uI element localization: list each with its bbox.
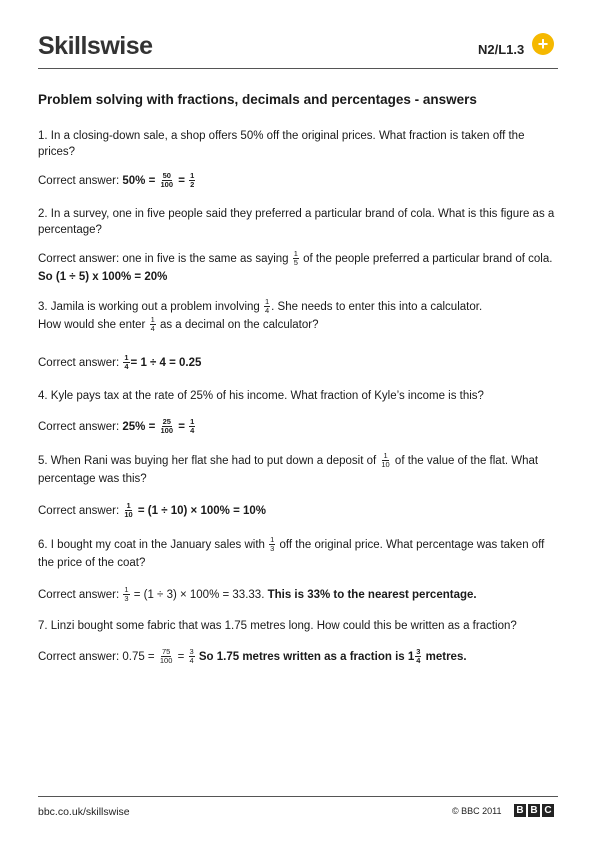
fraction: $\frac{25}{100}$ [160, 417, 174, 436]
answer-bold: metres. [422, 651, 467, 663]
fraction: $\frac{50}{100}$ [160, 171, 174, 190]
fraction: $\frac{1}{2}$ [190, 171, 195, 190]
equals-sign: = [178, 175, 185, 187]
question-text: off the original price. What percentage was taken off the price of the coat? [38, 539, 545, 569]
answer-label: Correct answer: [38, 175, 123, 187]
answer-4 [38, 418, 558, 436]
plus-icon: + [532, 33, 554, 55]
answer-7 [38, 648, 558, 666]
answer-label: Correct answer: [38, 421, 123, 433]
answer-text: of the people preferred a particular brand of cola. [299, 253, 553, 265]
answer-text: 0.75 = [122, 651, 155, 663]
header-divider [38, 68, 558, 69]
answer-label: Correct answer: [38, 589, 123, 601]
question-1: 1. In a closing-down sale, a shop offers 50% off the original prices. What fraction is taken off the prices? [38, 130, 525, 158]
answer-label: Correct answer: [38, 505, 123, 517]
question-2: 2. In a survey, one in five people said they preferred a particular brand of cola. What is this figure as a percentage? [38, 208, 555, 236]
question-text: of the value of the flat. What percentage was this? [38, 455, 539, 485]
question-3 [38, 298, 558, 334]
answer-text: 50% = [122, 175, 156, 187]
answer-label: Correct answer: [38, 357, 123, 369]
fraction: $\frac{3}{4}$ [189, 647, 194, 666]
mixed-fraction: $\frac{3}{4}$ [416, 647, 421, 666]
answer-label: Correct answer: [38, 253, 123, 265]
fraction: $\frac{1}{10}$ [124, 501, 133, 520]
fraction: $\frac{1}{4}$ [265, 297, 270, 316]
fraction: $\frac{1}{3}$ [270, 535, 275, 554]
fraction: $\frac{1}{3}$ [124, 585, 129, 604]
answer-text: = (1 ÷ 3) × 100% = 33.33. [130, 589, 268, 601]
fraction: $\frac{1}{4}$ [150, 315, 155, 334]
bbc-block: B [528, 804, 540, 817]
skillswise-logo: Skillswise [38, 32, 153, 60]
page-title: Problem solving with fractions, decimals and percentages - answers [38, 92, 477, 107]
question-text: How would she enter [38, 319, 149, 331]
footer-url: bbc.co.uk/skillswise [38, 806, 130, 818]
fraction: $\frac{1}{4}$ [124, 353, 129, 372]
bbc-block: B [514, 804, 526, 817]
fraction: $\frac{75}{100}$ [159, 647, 173, 666]
bbc-logo [514, 804, 554, 817]
question-text: 6. I bought my coat in the January sales with [38, 539, 269, 551]
answer-text: 25% = [122, 421, 156, 433]
answer-5 [38, 502, 558, 520]
question-text: as a decimal on the calculator? [156, 319, 319, 331]
fraction: $\frac{1}{4}$ [190, 417, 195, 436]
fraction: $\frac{1}{5}$ [293, 249, 298, 268]
question-5 [38, 452, 558, 488]
answer-1 [38, 172, 558, 190]
question-text: . She needs to enter this into a calculator. [271, 301, 483, 313]
question-text: 3. Jamila is working out a problem involving [38, 301, 263, 313]
answer-6 [38, 586, 558, 604]
answer-bold: So 1.75 metres written as a fraction is 1 [195, 651, 415, 663]
bbc-block: C [542, 804, 554, 817]
question-6 [38, 536, 558, 572]
answer-label: Correct answer: [38, 651, 123, 663]
question-4: 4. Kyle pays tax at the rate of 25% of his income. What fraction of Kyle’s income is this? [38, 390, 484, 402]
answer-text: one in five is the same as saying [122, 253, 292, 265]
equals-sign: = [178, 421, 185, 433]
answer-bold: This is 33% to the nearest percentage. [267, 589, 477, 601]
question-text: 5. When Rani was buying her flat she had to put down a deposit of [38, 455, 380, 467]
question-7: 7. Linzi bought some fabric that was 1.75 metres long. How could this be written as a fraction? [38, 620, 517, 632]
answer-3 [38, 354, 558, 372]
answer-bold: = 1 ÷ 4 = 0.25 [130, 357, 202, 369]
answer-bold: So (1 ÷ 5) x 100% = 20% [38, 271, 168, 283]
fraction: $\frac{1}{10}$ [381, 451, 390, 470]
answer-2 [38, 250, 558, 286]
level-code: N2/L1.3 [478, 42, 525, 57]
footer-divider [38, 796, 558, 797]
footer-copyright: © BBC 2011 [452, 806, 502, 816]
equals-sign: = [177, 651, 185, 663]
answer-bold: = (1 ÷ 10) × 100% = 10% [134, 505, 266, 517]
